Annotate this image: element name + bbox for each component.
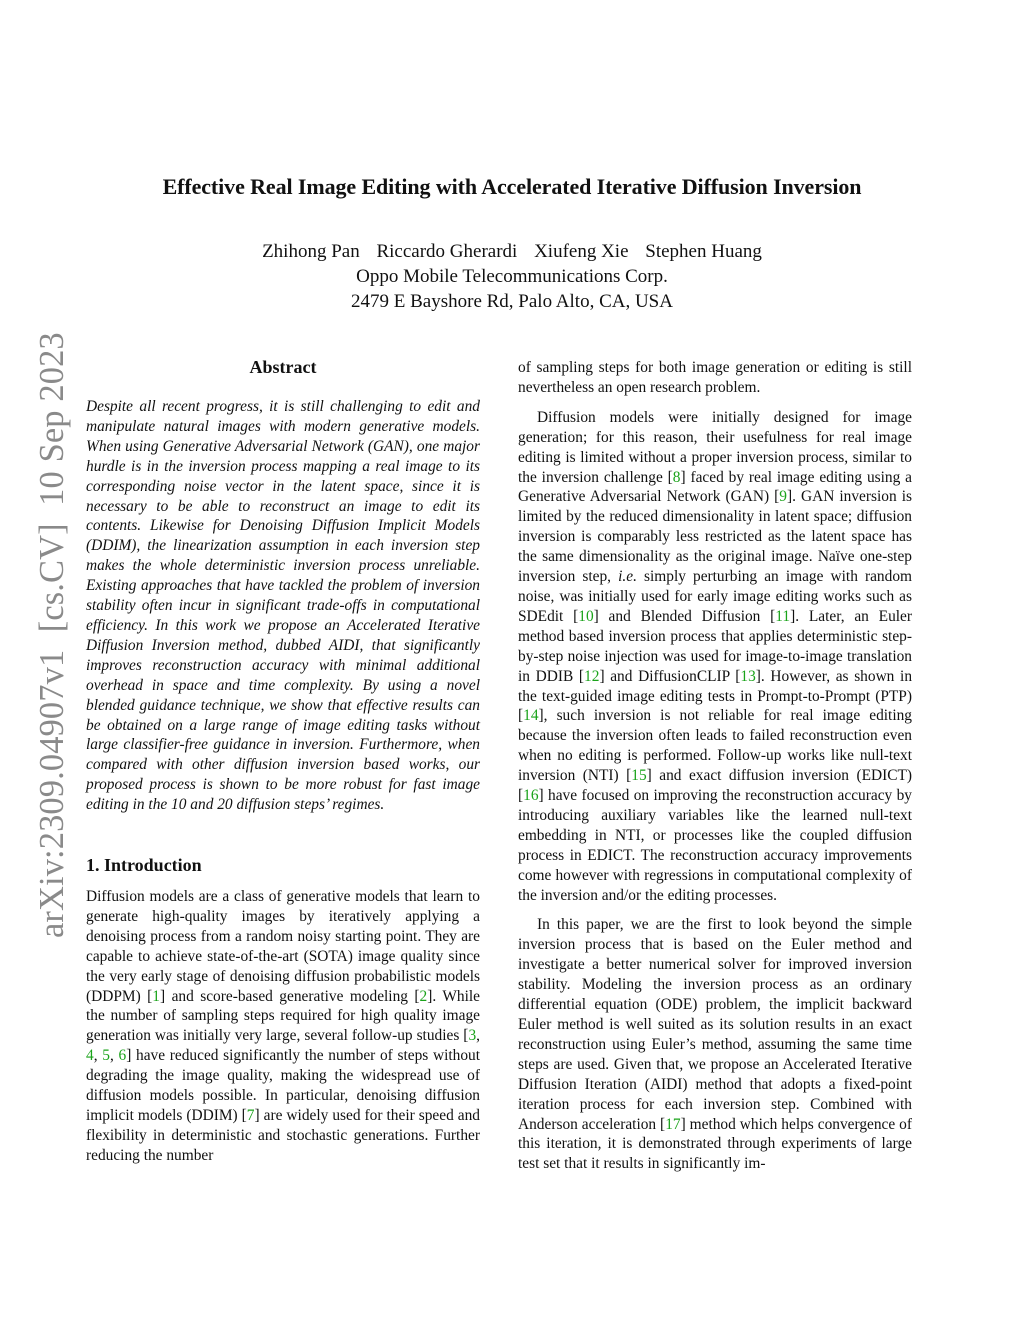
citation-link[interactable]: 4 <box>86 1047 94 1065</box>
citation-link[interactable]: 14 <box>523 707 539 725</box>
intro-paragraph-1-continued: of sampling steps for both image generation or editing is still nevertheless an open research problem. <box>518 359 912 396</box>
intro-text: ] and exact diffusion inversion (EDICT) [ <box>518 767 912 805</box>
intro-paragraph-1 <box>86 887 480 1166</box>
intro-text: ] method which helps convergence of this iteration, it is demonstrated through experiments of large test set that it results in significantly im- <box>518 1115 912 1173</box>
citation-link[interactable]: 17 <box>665 1115 681 1133</box>
intro-text: simply perturbing an image with random noise, was initially used for early image editing works such as SDEdit [ <box>518 568 912 625</box>
citation-separator: , <box>109 1047 119 1065</box>
intro-text: ] and DiffusionCLIP [ <box>599 667 741 685</box>
citation-link[interactable]: 12 <box>584 667 600 685</box>
intro-text: Diffusion models were initially designed for image generation; for this reason, their usefulness for real image editing is limited without a proper inversion process, similar to the inversion challenge [ <box>518 408 912 486</box>
intro-text: ] have reduced significantly the number of steps without degrading the image quality, making the widespread use of diffusion models possible. In particular, denoising diffusion implicit models (DDIM) [ <box>86 1047 480 1124</box>
abstract-text: Despite all recent progress, it is still challenging to edit and manipulate natural images with modern generative models. When using Generative Adversarial Network (GAN), one major hurdle is in the inversion process mapping a real image to its corresponding noise vector in the latent space, since it is necessary to be able to reconstruct an image to edit its contents. Likewise for Denoising Diffusion Implicit Models (DDIM), the linearization assumption in each inversion step makes the whole deterministic inversion process unreliable. Existing approaches that have tackled the problem of inversion stability often incur in significant trade-offs in computational efficiency. In this work we propose an Accelerated Iterative Diffusion Inversion method, dubbed AIDI, that significantly improves reconstruction accuracy with minimal additional overhead in space and time complexity. By using a novel blended guidance technique, we show that effective results can be obtained on a large range of image editing tasks without large classifier-free guidance in inversion. Furthermore, when compared with other diffusion inversion based works, our proposed process is shown to be more robust for fast image editing in the 10 and 20 diffusion steps’ regimes. <box>86 398 480 814</box>
citation-link[interactable]: 15 <box>631 767 647 785</box>
intro-text: ]. However, as shown in the text-guided image editing tests in Prompt-to-Prompt (PTP) [ <box>518 667 913 725</box>
citation-link[interactable]: 8 <box>672 468 681 486</box>
arxiv-stamp: arXiv:2309.04907v1 [cs.CV] 10 Sep 2023 <box>33 332 71 938</box>
ie-abbreviation: i.e. <box>618 568 637 586</box>
intro-text: ] and score-based generative modeling [ <box>160 987 420 1005</box>
citation-link[interactable]: 1 <box>152 987 160 1005</box>
citation-link[interactable]: 13 <box>740 667 756 685</box>
citation-link[interactable]: 16 <box>523 787 539 805</box>
citation-link[interactable]: 5 <box>102 1047 110 1065</box>
intro-text: ]. GAN inversion is limited by the reduced dimensionality in latent space; diffusion inversion is comparably less restricted as the latent space has the same dimensionality as the original image. Naïve one-step inversion step, <box>518 488 912 586</box>
author-name: Xiufeng Xie <box>534 241 629 262</box>
citation-link[interactable]: 6 <box>118 1047 127 1065</box>
intro-text: ] have focused on improving the reconstruction accuracy by introducing auxiliary variables like the learned null-text embedding in NTI, or processes like the coupled diffusion process in EDICT. The reconstruction accuracy improvements come however with regressions in computational complexity of the inversion and/or the editing processes. <box>518 787 912 904</box>
left-column <box>86 355 480 1166</box>
intro-text: ]. While the number of sampling steps required for high quality image generation was initially very large, several follow-up studies [ <box>86 987 480 1045</box>
author-name: Riccardo Gherardi <box>376 241 518 262</box>
intro-text: ], such inversion is not reliable for real image editing because the inversion often leads to failed reconstruction even when no editing is performed. Follow-up works like null-text inversion (NTI) [ <box>518 707 912 785</box>
right-column <box>518 358 912 1174</box>
citation-link[interactable]: 3 <box>468 1027 477 1045</box>
intro-text: Diffusion models are a class of generative models that learn to generate high-quality images by iteratively applying a denoising process from a random noisy starting point. They are capable to achieve state-of-the-art (SOTA) image quality since the very early stage of denoising diffusion probabilistic models (DDPM) [ <box>86 888 480 1005</box>
author-names <box>0 239 1024 264</box>
intro-text: In this paper, we are the first to look beyond the simple inversion process that is based on the Euler method and investigate a better numerical solver for improved inversion stability. Modeling the inversion process as an ordinary differential equation (ODE) problem, the implicit backward Euler method is well suited as its solution results in an exact reconstruction using Euler’s method, assuming the same time steps are used. Given that, we propose an Accelerated Iterative Diffusion Iteration (AIDI) method that adopts a fixed-point iteration process for each inversion step. Combined with Anderson acceleration [ <box>518 916 912 1133</box>
intro-text: ] and Blended Diffusion [ <box>593 607 776 625</box>
intro-text: ] are widely used for their speed and flexibility in deterministic and stochastic generations. Further reducing the number <box>86 1107 481 1164</box>
citation-link[interactable]: 11 <box>775 607 791 625</box>
intro-paragraph-3 <box>518 915 912 1174</box>
section-heading-introduction: 1. Introduction <box>86 855 202 876</box>
citation-link[interactable]: 2 <box>419 987 428 1005</box>
intro-text: ] faced by real image editing using a Generative Adversarial Network (GAN) [ <box>518 468 912 506</box>
citation-separator: , <box>476 1027 480 1045</box>
author-block <box>0 239 1024 314</box>
intro-paragraph-2 <box>518 408 912 906</box>
citation-separator: , <box>93 1047 103 1065</box>
intro-text: ]. Later, an Euler method based inversion process that applies deterministic step-by-step noise injection was used for image-to-image translation in DDIB [ <box>518 607 913 685</box>
address: 2479 E Bayshore Rd, Palo Alto, CA, USA <box>351 291 673 312</box>
citation-link[interactable]: 7 <box>246 1107 255 1124</box>
citation-link[interactable]: 10 <box>578 607 594 625</box>
paper-title: Effective Real Image Editing with Accelerated Iterative Diffusion Inversion <box>162 174 862 199</box>
author-name: Stephen Huang <box>645 241 762 262</box>
abstract-heading: Abstract <box>249 357 317 377</box>
author-name: Zhihong Pan <box>262 241 360 262</box>
affiliation: Oppo Mobile Telecommunications Corp. <box>356 266 668 287</box>
citation-link[interactable]: 9 <box>779 488 787 506</box>
